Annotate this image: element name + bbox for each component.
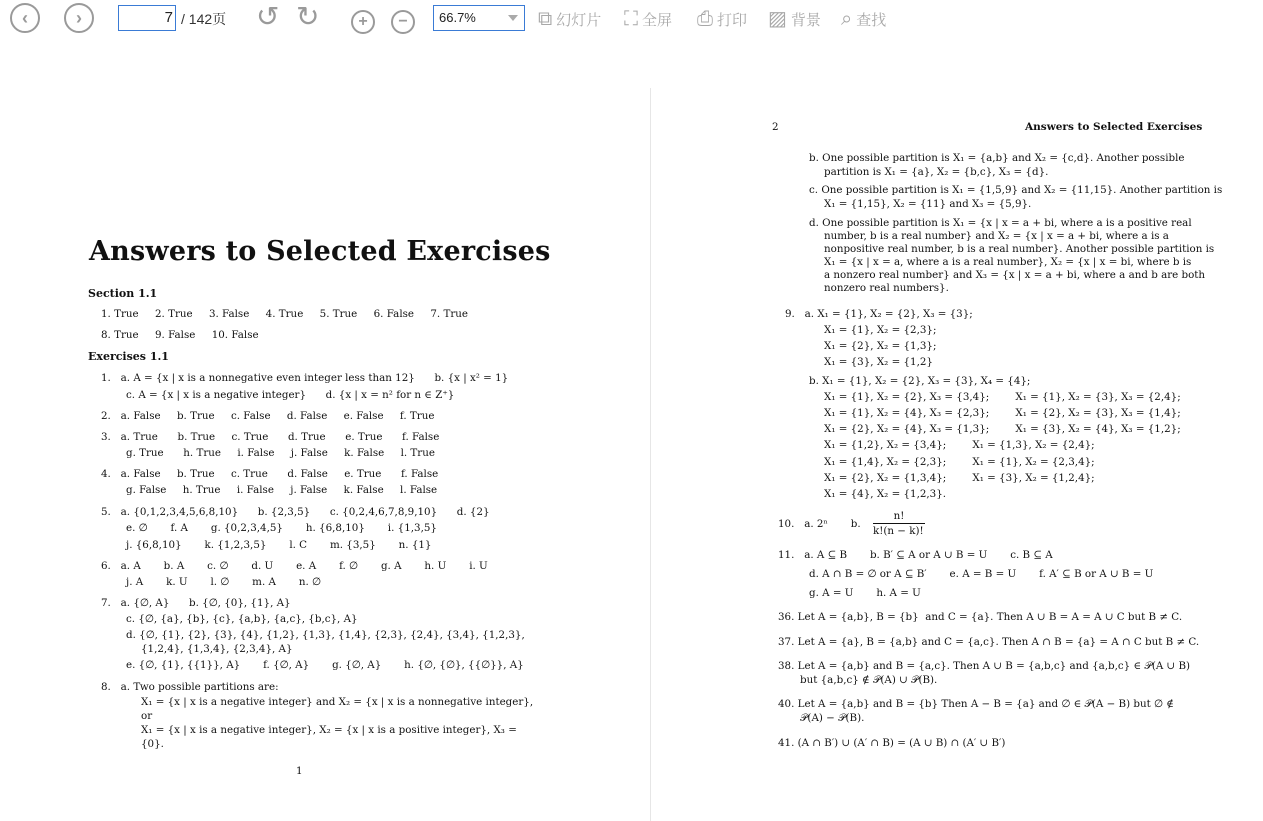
- chevron-right-icon: ›: [64, 3, 94, 33]
- exercises-heading: Exercises 1.1: [88, 350, 169, 363]
- page-title: Answers to Selected Exercises: [89, 236, 551, 267]
- next-page-button[interactable]: [64, 3, 94, 33]
- rotate-left-icon: ↺: [256, 1, 280, 32]
- answer-line: 9. a. X₁ = {1}, X₂ = {2}, X₃ = {3};: [785, 308, 973, 320]
- answer-line: 11. a. A ⊆ B b. B′ ⊆ A or A ∪ B = U c. B ⊆ A: [778, 549, 1053, 561]
- background-label: 背景: [790, 11, 821, 29]
- rotate-right-button[interactable]: [296, 2, 319, 32]
- answer-line: 3. a. True b. True c. True d. True e. True f. False: [101, 431, 440, 443]
- answer-line: 1. True 2. True 3. False 4. True 5. True 6. False 7. True: [101, 308, 468, 320]
- answer-line: 8. a. Two possible partitions are:: [101, 681, 279, 693]
- zoom-out-button[interactable]: [391, 7, 415, 37]
- answer-line: 38. Let A = {a,b} and B = {a,c}. Then A ∪ B = {a,b,c} and {a,b,c} ∈ 𝒫(A ∪ B): [778, 660, 1191, 672]
- answer-line: c. {∅, {a}, {b}, {c}, {a,b}, {a,c}, {b,c}, A}: [126, 613, 358, 625]
- answer-line: nonzero real numbers}.: [824, 282, 949, 294]
- answer-line: c. A = {x | x is a negative integer} d. {x | x = n² for n ∈ Z⁺}: [126, 389, 455, 401]
- background-button[interactable]: [768, 6, 821, 32]
- answer-line: 7. a. {∅, A} b. {∅, {0}, {1}, A}: [101, 597, 291, 609]
- answer-line: X₁ = {1,4}, X₂ = {2,3}; X₁ = {1}, X₂ = {2,3,4};: [824, 456, 1095, 468]
- answer-line: X₁ = {2}, X₂ = {1,3,4}; X₁ = {3}, X₂ = {1,2,4};: [824, 472, 1095, 484]
- chevron-left-icon: ‹: [10, 3, 40, 33]
- answer-line: d. A ∩ B = ∅ or A ⊆ B′ e. A = B = U f. A′ ⊆ B or A ∪ B = U: [809, 568, 1154, 580]
- answer-line: X₁ = {1}, X₂ = {2,3};: [824, 324, 937, 336]
- print-label: 打印: [717, 11, 748, 29]
- section-heading: Section 1.1: [88, 287, 158, 300]
- answer-line: b. One possible partition is X₁ = {a,b} and X₂ = {c,d}. Another possible: [809, 152, 1185, 164]
- page-number: 2: [772, 121, 779, 133]
- answer-line: 2. a. False b. True c. False d. False e. False f. True: [101, 410, 435, 422]
- answer-line: X₁ = {2}, X₂ = {1,3};: [824, 340, 937, 352]
- answer-line: d. One possible partition is X₁ = {x | x = a + bi, where a is a positive real: [809, 217, 1192, 229]
- printer-icon: ⎙: [697, 8, 713, 30]
- prev-page-button[interactable]: [10, 3, 40, 33]
- answer-line: X₁ = {1}, X₂ = {4}, X₃ = {2,3}; X₁ = {2}, X₂ = {3}, X₃ = {1,4};: [824, 407, 1181, 419]
- zoom-in-button[interactable]: [351, 7, 375, 37]
- zoom-value: 66.7%: [439, 10, 476, 25]
- slideshow-button[interactable]: [538, 6, 601, 32]
- answer-line: {0}.: [141, 738, 164, 750]
- page-total-label: / 142页: [181, 11, 227, 27]
- answer-line: X₁ = {1,2}, X₂ = {3,4}; X₁ = {1,3}, X₂ = {2,4};: [824, 439, 1095, 451]
- answer-line: e. {∅, {1}, {{1}}, A} f. {∅, A} g. {∅, A} h. {∅, {∅}, {{∅}}, A}: [126, 659, 524, 671]
- answer-line: 5. a. {0,1,2,3,4,5,6,8,10} b. {2,3,5} c. {0,2,4,6,7,8,9,10} d. {2}: [101, 506, 490, 518]
- answer-line: 37. Let A = {a}, B = {a,b} and C = {a,c}. Then A ∩ B = {a} = A ∩ C but B ≠ C.: [778, 636, 1200, 648]
- answer-line: 6. a. A b. A c. ∅ d. U e. A f. ∅ g. A h. U i. U: [101, 560, 488, 572]
- fraction-numerator: n!: [873, 510, 925, 524]
- answer-line: or: [141, 710, 153, 722]
- answer-line: 41. (A ∩ B′) ∪ (A′ ∩ B) = (A ∪ B) ∩ (A′ ∪ B′): [778, 737, 1006, 749]
- answer-line: X₁ = {3}, X₂ = {1,2}: [824, 356, 933, 368]
- slideshow-label: 幻灯片: [556, 11, 602, 29]
- find-button[interactable]: [841, 6, 886, 32]
- answer-line: X₁ = {1,15}, X₂ = {11} and X₃ = {5,9}.: [824, 198, 1032, 210]
- answer-line: g. False h. True i. False j. False k. False l. False: [126, 484, 438, 496]
- answer-line: 36. Let A = {a,b}, B = {b} and C = {a}. Then A ∪ B = A = A ∪ C but B ≠ C.: [778, 611, 1183, 623]
- answer-line: e. ∅ f. A g. {0,2,3,4,5} h. {6,8,10} i. {1,3,5}: [126, 522, 437, 534]
- print-button[interactable]: [697, 6, 747, 32]
- answer-line: d. {∅, {1}, {2}, {3}, {4}, {1,2}, {1,3}, {1,4}, {2,3}, {2,4}, {3,4}, {1,2,3},: [126, 629, 525, 641]
- zoom-select[interactable]: [433, 5, 525, 31]
- answer-line: nonpositive real number, b is a real number}. Another possible partition is: [824, 243, 1215, 255]
- answer-line: X₁ = {4}, X₂ = {1,2,3}.: [824, 488, 947, 500]
- answer-line: 8. True 9. False 10. False: [101, 329, 259, 341]
- rotate-right-icon: ↻: [296, 1, 320, 32]
- fullscreen-icon: ⛶: [624, 8, 638, 30]
- chevron-down-icon: [508, 15, 518, 21]
- rotate-left-button[interactable]: [256, 2, 279, 32]
- page-number: 1: [296, 765, 303, 777]
- minus-icon: −: [391, 10, 415, 34]
- viewer-toolbar: [0, 0, 1263, 40]
- answer-line: j. {6,8,10} k. {1,2,3,5} l. C m. {3,5} n. {1}: [126, 539, 432, 551]
- answer-line: g. A = U h. A = U: [809, 587, 921, 599]
- slideshow-icon: ⧉: [538, 8, 553, 30]
- fullscreen-button[interactable]: [624, 6, 672, 32]
- answer-line: {1,2,4}, {1,3,4}, {2,3,4}, A}: [141, 643, 293, 655]
- answer-line: g. True h. True i. False j. False k. False l. True: [126, 447, 435, 459]
- fullscreen-label: 全屏: [642, 11, 673, 29]
- answer-line: 4. a. False b. True c. True d. False e. True f. False: [101, 468, 439, 480]
- answer-line: j. A k. U l. ∅ m. A n. ∅: [126, 576, 321, 588]
- background-icon: ▨: [768, 8, 787, 30]
- answer-line: but {a,b,c} ∉ 𝒫(A) ∪ 𝒫(B).: [800, 674, 938, 686]
- answer-line: 1. a. A = {x | x is a nonnegative even integer less than 12} b. {x | x² = 1}: [101, 372, 509, 384]
- answer-line: 10. a. 2ⁿ b.: [778, 518, 861, 530]
- page-divider: [650, 88, 651, 821]
- find-label: 查找: [856, 11, 887, 29]
- answer-line: X₁ = {1}, X₂ = {2}, X₃ = {3,4}; X₁ = {1}, X₂ = {3}, X₃ = {2,4};: [824, 391, 1181, 403]
- answer-line: 40. Let A = {a,b} and B = {b} Then A − B = {a} and ∅ ∈ 𝒫(A − B) but ∅ ∉: [778, 698, 1174, 710]
- search-icon: ⌕: [841, 8, 853, 30]
- answer-line: b. X₁ = {1}, X₂ = {2}, X₃ = {3}, X₄ = {4};: [809, 375, 1031, 387]
- answer-line: 𝒫(A) − 𝒫(B).: [800, 712, 865, 724]
- running-head: Answers to Selected Exercises: [1025, 121, 1203, 133]
- answer-line: c. One possible partition is X₁ = {1,5,9} and X₂ = {11,15}. Another partition is: [809, 184, 1223, 196]
- plus-icon: +: [351, 10, 375, 34]
- answer-line: X₁ = {2}, X₂ = {4}, X₃ = {1,3}; X₁ = {3}, X₂ = {4}, X₃ = {1,2};: [824, 423, 1181, 435]
- fraction-denominator: k!(n − k)!: [873, 525, 924, 537]
- answer-line: X₁ = {x | x is a negative integer}, X₂ = {x | x is a positive integer}, X₃ =: [141, 724, 517, 736]
- answer-line: X₁ = {x | x = a, where a is a real number}, X₂ = {x | x = bi, where b is: [824, 256, 1192, 268]
- answer-line: number, b is a real number} and X₂ = {x | x = a + bi, where a is a: [824, 230, 1169, 242]
- answer-line: partition is X₁ = {a}, X₂ = {b,c}, X₃ = {d}.: [824, 166, 1049, 178]
- answer-line: a nonzero real number} and X₃ = {x | x = a + bi, where a and b are both: [824, 269, 1206, 281]
- answer-line: X₁ = {x | x is a negative integer} and X₂ = {x | x is a nonnegative integer},: [141, 696, 534, 708]
- page-number-input[interactable]: 7: [118, 5, 176, 31]
